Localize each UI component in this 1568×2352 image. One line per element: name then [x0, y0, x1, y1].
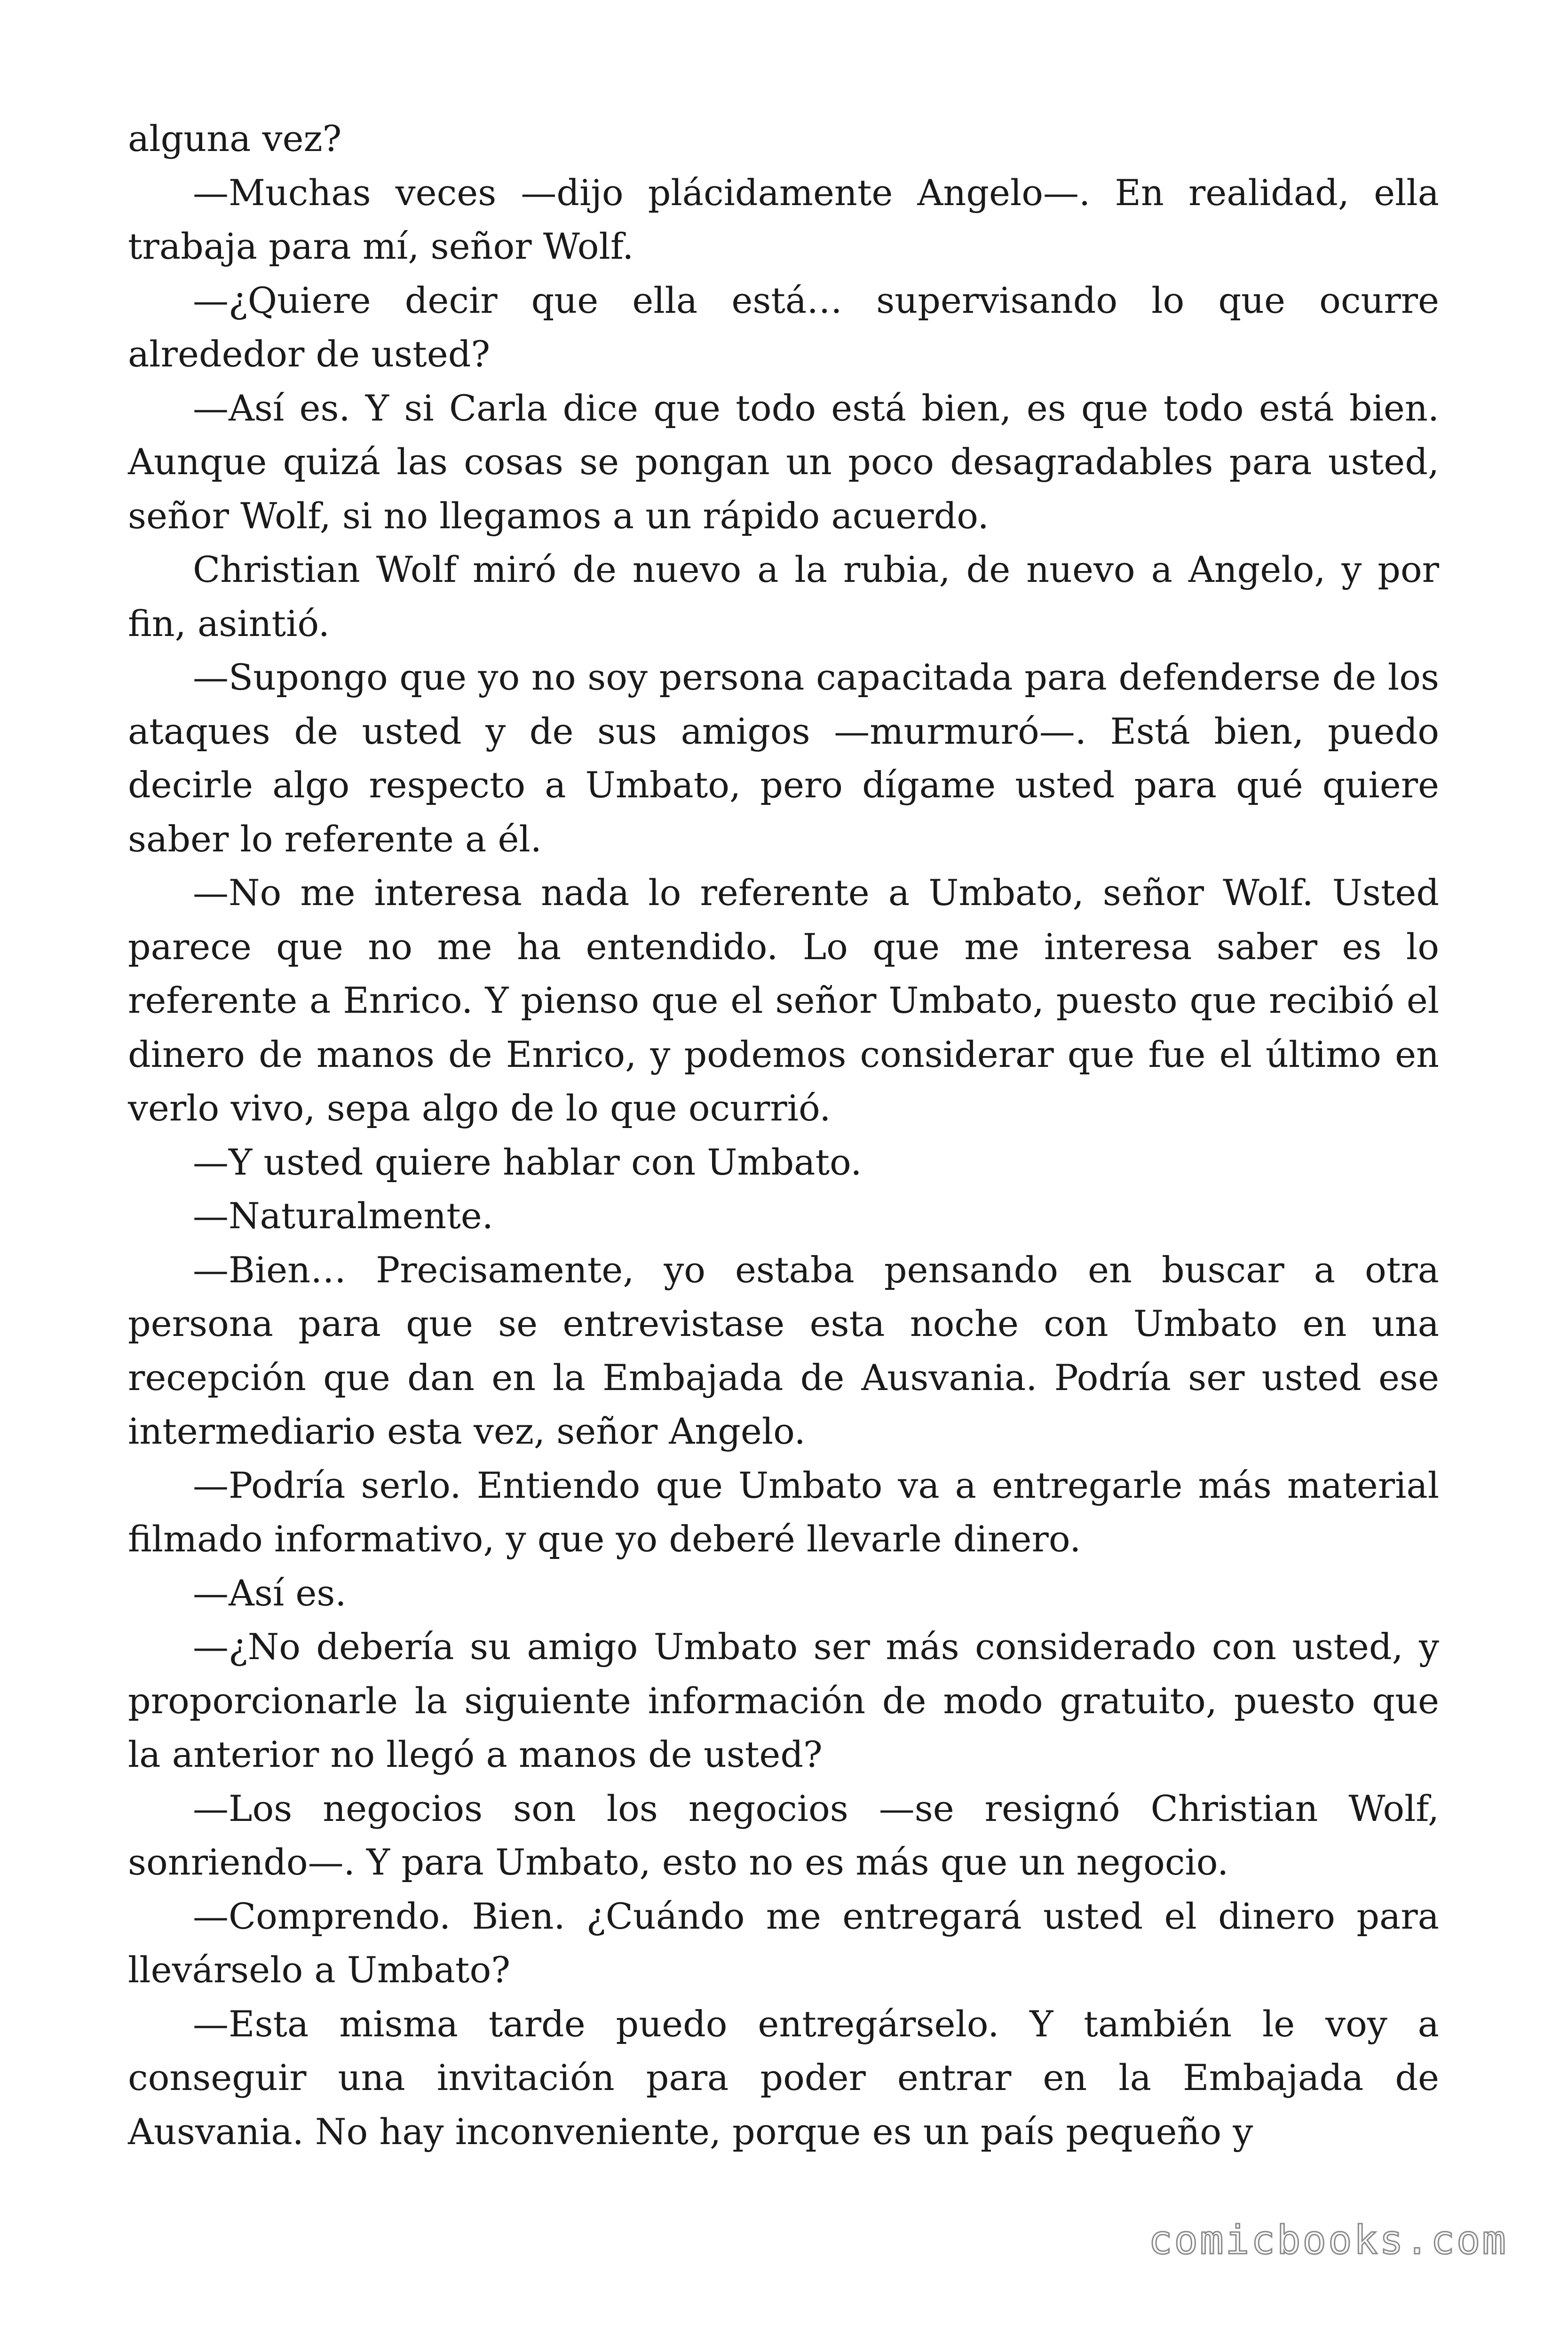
paragraph: —¿No debería su amigo Umbato ser más considerado con usted, y proporcionarle la siguiente información de modo gratuito, puesto que la anterior no llegó a manos de usted?	[128, 1626, 1439, 1775]
paragraph: —Esta misma tarde puedo entregárselo. Y también le voy a conseguir una invitación para poder entrar en la Embajada de Ausvania. No hay inconveniente, porque es un país pequeño y	[128, 2002, 1439, 2153]
paragraph: —Así es. Y si Carla dice que todo está bien, es que todo está bien. Aunque quizá las cosas se pongan un poco desagradables para usted, señor Wolf, si no llegamos a un rápido acuerdo.	[128, 387, 1439, 537]
paragraph: —Comprendo. Bien. ¿Cuándo me entregará usted el dinero para llevárselo a Umbato?	[128, 1895, 1439, 1991]
paragraph: —No me interesa nada lo referente a Umbato, señor Wolf. Usted parece que no me ha entendido. Lo que me interesa saber es lo referente a Enrico. Y pienso que el señor Umbato, puesto que recibió el dinero de manos de Enrico, y podemos considerar que fue el último en verlo vivo, sepa algo de lo que ocurrió.	[128, 872, 1439, 1129]
paragraph: Christian Wolf miró de nuevo a la rubia, de nuevo a Angelo, y por fin, asintió.	[128, 548, 1439, 644]
paragraph: alguna vez?	[128, 118, 342, 159]
watermark: comicbooks.com	[1148, 2217, 1508, 2263]
paragraph: —Muchas veces —dijo plácidamente Angelo—. En realidad, ella trabaja para mí, señor Wolf.	[128, 171, 1439, 267]
paragraph: —Podría serlo. Entiendo que Umbato va a entregarle más material filmado informativo, y que yo deberé llevarle dinero.	[128, 1464, 1439, 1560]
paragraph: —Y usted quiere hablar con Umbato.	[193, 1141, 862, 1183]
paragraph: —Así es.	[193, 1572, 347, 1614]
paragraph: —Supongo que yo no soy persona capacitada para defenderse de los ataques de usted y de sus amigos —murmuró—. Está bien, puedo decirle algo respecto a Umbato, pero dígame usted para qué quiere saber lo referente a él.	[128, 656, 1439, 860]
paragraph: —Naturalmente.	[193, 1195, 493, 1237]
paragraph: —¿Quiere decir que ella está… supervisando lo que ocurre alrededor de usted?	[128, 279, 1439, 375]
body-text	[128, 112, 1439, 2159]
paragraph: —Los negocios son los negocios —se resignó Christian Wolf, sonriendo—. Y para Umbato, esto no es más que un negocio.	[128, 1787, 1439, 1883]
paragraph: —Bien… Precisamente, yo estaba pensando en buscar a otra persona para que se entrevistase esta noche con Umbato en una recepción que dan en la Embajada de Ausvania. Podría ser usted ese intermediario esta vez, señor Angelo.	[128, 1248, 1439, 1452]
